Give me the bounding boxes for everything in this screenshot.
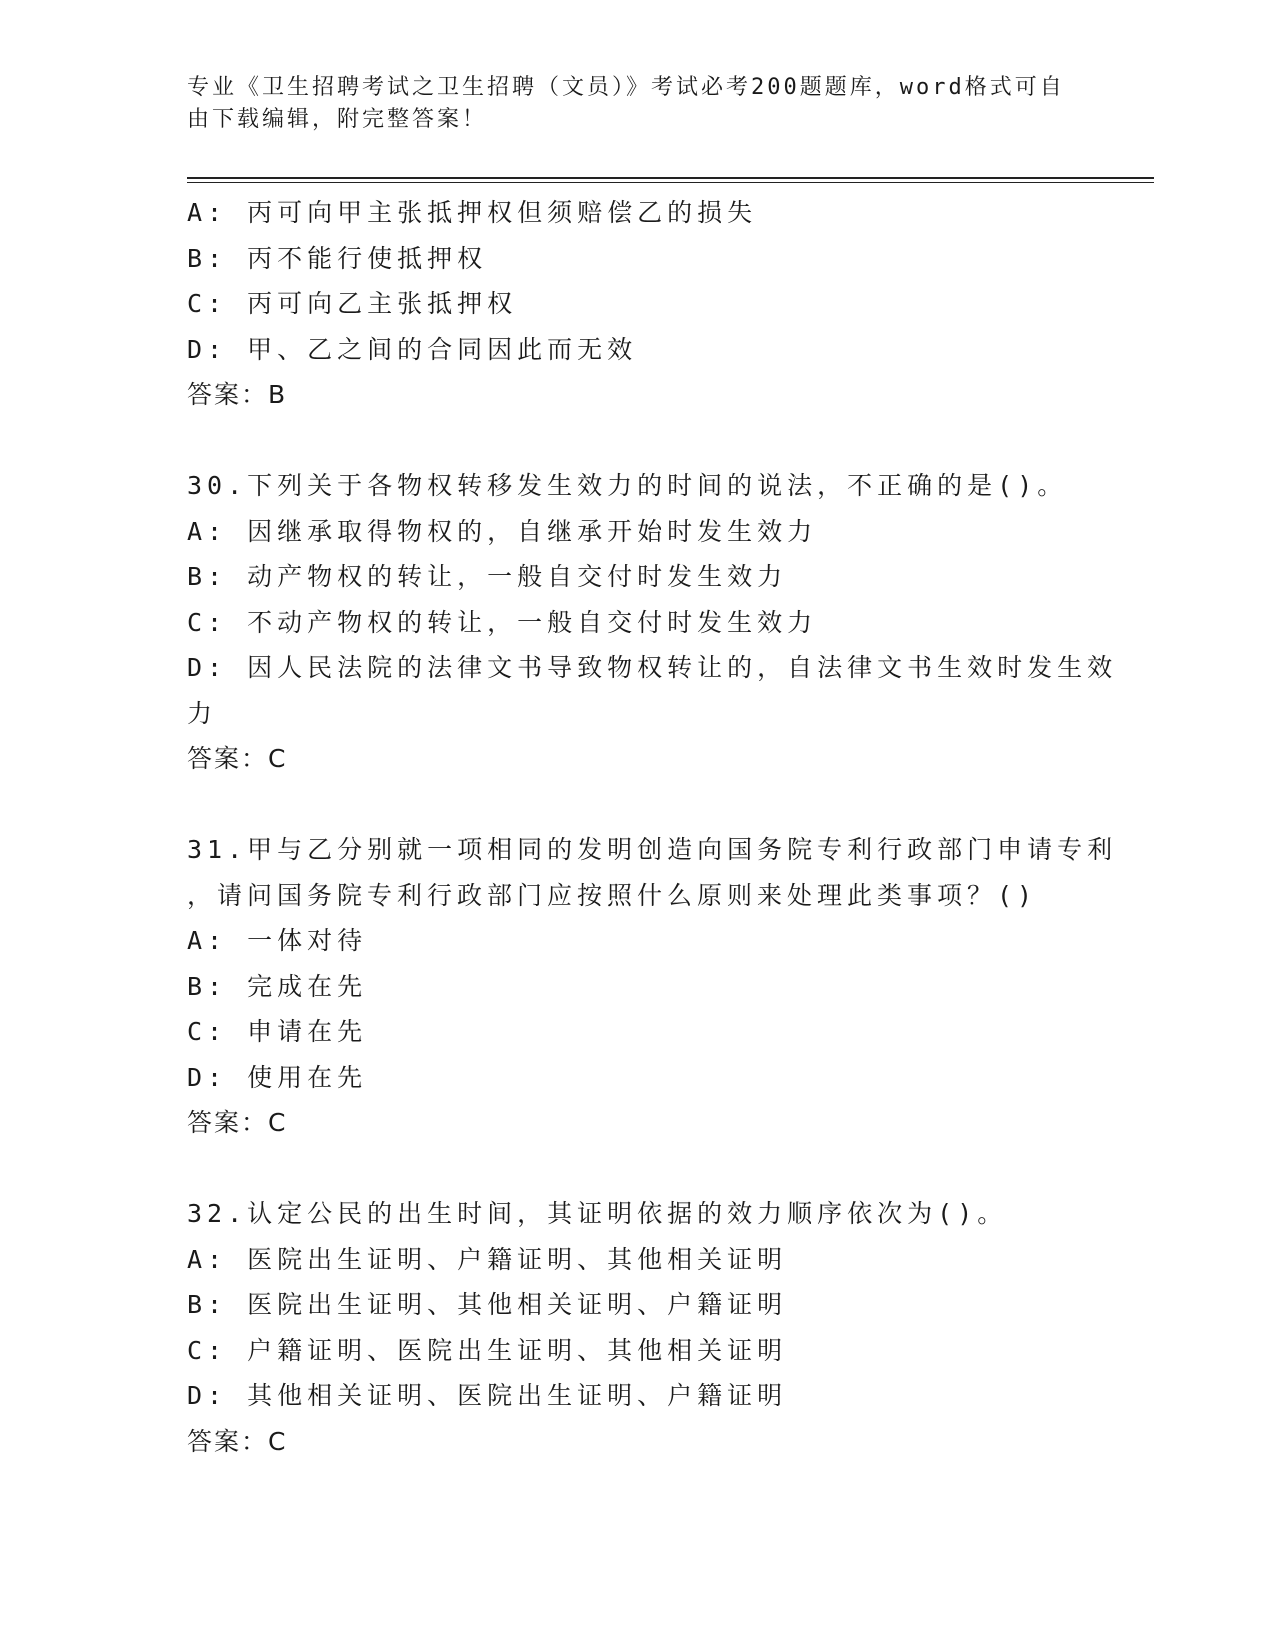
question-text-line-1: 31.甲与乙分别就一项相同的发明创造向国务院专利行政部门申请专利 xyxy=(187,835,1118,864)
option-a: A: 医院出生证明、户籍证明、其他相关证明 xyxy=(187,1244,788,1274)
option-b: B: 丙不能行使抵押权 xyxy=(187,243,488,273)
header-title-line-2: 由下载编辑，附完整答案！ xyxy=(187,107,488,132)
question-text: 30.下列关于各物权转移发生效力的时间的说法，不正确的是()。 xyxy=(187,471,1068,500)
document-header xyxy=(187,72,1067,136)
question-text-line-2: ，请问国务院专利行政部门应按照什么原则来处理此类事项？() xyxy=(187,880,1038,910)
option-d: D: 因人民法院的法律文书导致物权转让的，自法律文书生效时发生效 xyxy=(187,653,1118,682)
header-divider-thin xyxy=(187,182,1154,183)
answer-line: 答案：C xyxy=(187,1426,288,1456)
option-b: B: 完成在先 xyxy=(187,971,368,1001)
spacer xyxy=(187,1146,1087,1192)
option-a: A: 因继承取得物权的，自继承开始时发生效力 xyxy=(187,516,818,546)
option-d: D: 使用在先 xyxy=(187,1062,368,1092)
question-list xyxy=(187,190,1118,1464)
option-b: B: 医院出生证明、其他相关证明、户籍证明 xyxy=(187,1290,788,1319)
spacer xyxy=(187,782,1087,828)
answer-line: 答案：B xyxy=(187,380,288,409)
option-d-continued: 力 xyxy=(187,698,218,728)
option-c: C: 申请在先 xyxy=(187,1017,368,1046)
option-a: A: 一体对待 xyxy=(187,926,368,955)
question-block-31 xyxy=(187,827,1118,1146)
question-text: 32.认定公民的出生时间，其证明依据的效力顺序依次为()。 xyxy=(187,1199,1008,1228)
spacer xyxy=(187,418,1087,464)
answer-line: 答案：C xyxy=(187,1108,288,1137)
question-block-30 xyxy=(187,463,1118,782)
option-c: C: 不动产物权的转让，一般自交付时发生效力 xyxy=(187,607,818,637)
option-c: C: 户籍证明、医院出生证明、其他相关证明 xyxy=(187,1335,788,1365)
option-d: D: 甲、乙之间的合同因此而无效 xyxy=(187,334,638,364)
header-title-line-1: 专业《卫生招聘考试之卫生招聘（文员）》考试必考200题题库，word格式可自 xyxy=(187,75,1065,100)
option-d: D: 其他相关证明、医院出生证明、户籍证明 xyxy=(187,1381,788,1410)
option-b: B: 动产物权的转让，一般自交付时发生效力 xyxy=(187,562,788,591)
question-block-32 xyxy=(187,1191,1087,1464)
answer-line: 答案：C xyxy=(187,744,288,773)
option-a: A: 丙可向甲主张抵押权但须赔偿乙的损失 xyxy=(187,198,758,227)
option-c: C: 丙可向乙主张抵押权 xyxy=(187,289,518,318)
header-divider-thick xyxy=(187,177,1154,179)
question-block-29 xyxy=(187,190,1087,418)
